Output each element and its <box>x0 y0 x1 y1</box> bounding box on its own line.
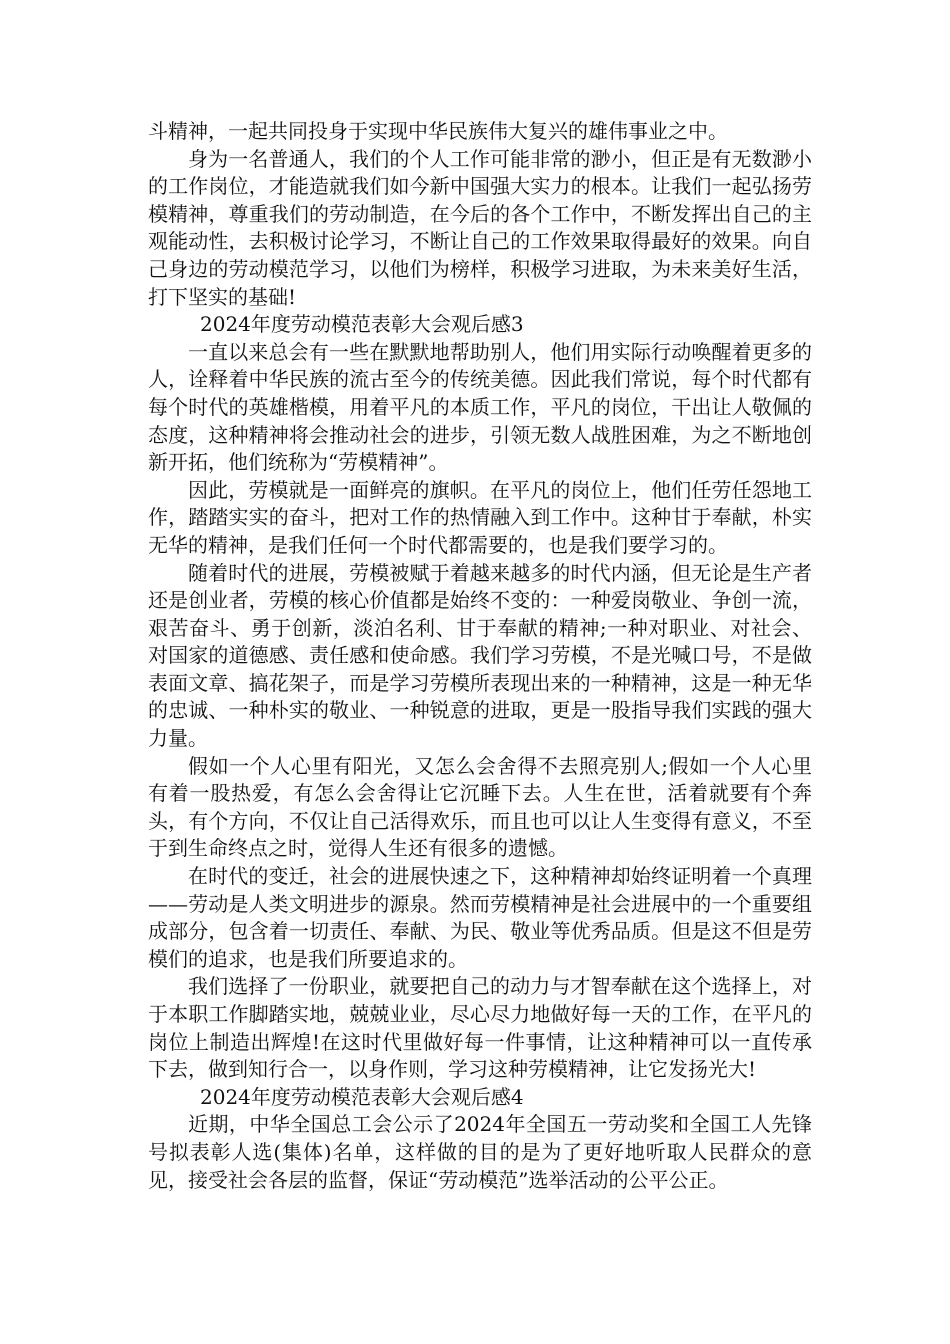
paragraph: 因此，劳模就是一面鲜亮的旗帜。在平凡的岗位上，他们任劳任怨地工作，踏踏实实的奋斗，把对工作的热情融入到工作中。这种甘于奉献，朴实无华的精神，是我们任何一个时代都需要的，也是我们要学习的。 <box>148 477 812 557</box>
paragraph: 假如一个人心里有阳光，又怎么会舍得不去照亮别人;假如一个人心里有着一股热爱，有怎么会舍得让它沉睡下去。人生在世，活着就要有个奔头，有个方向，不仅让自己活得欢乐，而且也可以让人生变得有意义，不至于到生命终点之时，觉得人生还有很多的遗憾。 <box>148 753 812 861</box>
paragraph: 随着时代的进展，劳模被赋于着越来越多的时代内涵，但无论是生产者还是创业者，劳模的核心价值都是始终不变的：一种爱岗敬业、争创一流，艰苦奋斗、勇于创新，淡泊名利、甘于奉献的精神;一种对职业、对社会、对国家的道德感、责任感和使命感。我们学习劳模，不是光喊口号，不是做表面文章、搞花架子，而是学习劳模所表现出来的一种精神，这是一种无华的忠诚、一种朴实的敬业、一种锐意的进取，更是一股指导我们实践的强大力量。 <box>148 560 812 751</box>
section-heading-3: 2024年度劳动模范表彰大会观后感3 <box>200 312 524 337</box>
section-heading-4: 2024年度劳动模范表彰大会观后感4 <box>200 1084 524 1109</box>
paragraph-continuation: 斗精神，一起共同投身于实现中华民族伟大复兴的雄伟事业之中。 <box>148 119 728 143</box>
paragraph: 我们选择了一份职业，就要把自己的动力与才智奉献在这个选择上，对于本职工作脚踏实地，兢兢业业，尽心尽力地做好每一天的工作，在平凡的岗位上制造出辉煌!在这时代里做好每一件事情，让这种精神可以一直传承下去，做到知行合一，以身作则，学习这种劳模精神，让它发扬光大! <box>148 974 812 1082</box>
paragraph: 身为一名普通人，我们的个人工作可能非常的渺小，但正是有无数渺小的工作岗位，才能造就我们如今新中国强大实力的根本。让我们一起弘扬劳模精神，尊重我们的劳动制造，在今后的各个工作中，不断发挥出自己的主观能动性，去积极讨论学习，不断让自己的工作效果取得最好的效果。向自己身边的劳动模范学习，以他们为榜样，积极学习进取，为未来美好生活，打下坚实的基础! <box>148 146 812 309</box>
document-body <box>148 118 812 1194</box>
paragraph: 在时代的变迁，社会的进展快速之下，这种精神却始终证明着一个真理——劳动是人类文明进步的源泉。然而劳模精神是社会进展中的一个重要组成部分，包含着一切责任、奉献、为民、敬业等优秀品质。但是这不但是劳模们的追求，也是我们所要追求的。 <box>148 864 812 971</box>
paragraph: 一直以来总会有一些在默默地帮助别人，他们用实际行动唤醒着更多的人，诠释着中华民族的流古至今的传统美德。因此我们常说，每个时代都有每个时代的英雄楷模，用着平凡的本质工作，平凡的岗位，干出让人敬佩的态度，这种精神将会推动社会的进步，引领无数人战胜困难，为之不断地创新开拓，他们统称为“劳模精神”。 <box>148 339 812 475</box>
paragraph: 近期，中华全国总工会公示了2024年全国五一劳动奖和全国工人先锋号拟表彰人选(集体)名单，这样做的目的是为了更好地听取人民群众的意见，接受社会各层的监督，保证“劳动模范”选举活动的公平公正。 <box>148 1112 812 1192</box>
